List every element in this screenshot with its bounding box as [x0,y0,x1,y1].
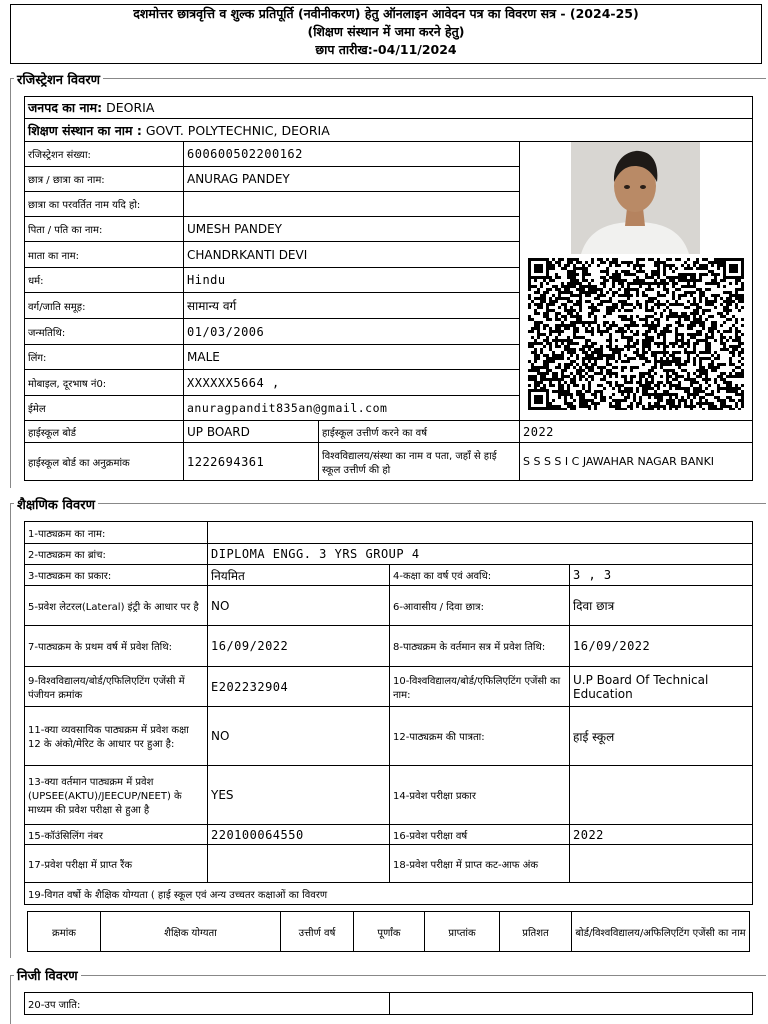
hs-school-label: विश्वविद्यालय/संस्था का नाम व पता, जहाँ से हाई स्कूल उत्तीर्ण की हो [319,443,520,481]
academic-value: NO [208,707,390,766]
reg-value: ANURAG PANDEY [184,167,520,192]
institute-value: GOVT. POLYTECHNIC, DEORIA [141,122,330,138]
hs-roll-label: हाईस्कूल बोर्ड का अनुक्रमांक [25,443,184,481]
academic-value: 2022 [570,825,753,845]
prev-header-board: बोर्ड/विश्वविद्यालय/अफिलिएटिंग एजेंसी का नाम [572,912,750,952]
hs-year-value: 2022 [520,421,753,443]
branch-value: DIPLOMA ENGG. 3 YRS GROUP 4 [208,544,753,565]
print-date: छाप तारीख:-04/11/2024 [315,42,457,57]
reg-value: 600600502200162 [184,142,520,167]
academic-value [208,845,390,883]
district-value: DEORIA [102,100,155,115]
academic-value: NO [208,586,390,626]
academic-label: 9-विश्वविद्यालय/बोर्ड/एफिलिएटिंग एजेंसी में पंजीयन क्रमांक [25,667,208,707]
academic-label: 18-प्रवेश परीक्षा में प्राप्त कट-आफ अंक [390,845,570,883]
academic-label: 10-विश्वविद्यालय/बोर्ड/एफिलिएटिंग एजेंसी का नाम: [390,667,570,707]
academic-value: U.P Board Of Technical Education [570,667,753,707]
institute-label: शिक्षण संस्थान का नाम : [28,122,142,138]
subcaste-value [390,993,753,1015]
academic-label: 6-आवासीय / दिवा छात्र: [390,586,570,626]
qr-code [528,258,744,410]
hs-board-label: हाईस्कूल बोर्ड [25,421,184,443]
reg-value: CHANDRKANTI DEVI [184,242,520,268]
academic-label: 8-पाठ्यक्रम के वर्तमान सत्र में प्रवेश तिथि: [390,626,570,667]
academic-label: 14-प्रवेश परीक्षा प्रकार [390,766,570,825]
hs-board-value: UP BOARD [184,421,319,443]
course-name-label: 1-पाठ्यक्रम का नाम: [25,522,208,544]
hs-school-value: S S S S I C JAWAHAR NAGAR BANKI [520,443,753,481]
prev-qualification-label: 19-विगत वर्षो के शैक्षिक योग्यता ( हाई स्कूल एवं अन्य उच्चतर कक्षाओं का विवरण [25,883,753,905]
reg-label: ईमेल [25,396,184,421]
reg-label: माता का नाम: [25,242,184,268]
course-name-value [208,522,753,544]
academic-label: 13-क्या वर्तमान पाठ्यक्रम में प्रवेश (UPSEE(AKTU)/JEECUP/NEET) के माध्यम की प्रवेश परीक्षा से हुआ है [25,766,208,825]
academic-value: 3 , 3 [570,565,753,586]
institute-row [25,119,753,142]
reg-value: anuragpandit835an@gmail.com [184,396,520,421]
registration-legend: रजिस्ट्रेशन विवरण [14,70,103,88]
academic-label: 11-क्या व्यवसायिक पाठ्यक्रम में प्रवेश कक्षा 12 के अंको/मेरिट के आधार पर हुआ है: [25,707,208,766]
district-row [25,97,753,119]
reg-label: छात्रा का परवर्तित नाम यदि हो: [25,192,184,217]
reg-label: छात्र / छात्रा का नाम: [25,167,184,192]
academic-value: E202232904 [208,667,390,707]
academic-value: 220100064550 [208,825,390,845]
reg-label: धर्म: [25,268,184,293]
reg-label: मोबाइल, दूरभाष नं0: [25,370,184,396]
reg-value: सामान्य वर्ग [184,293,520,319]
academic-value: 16/09/2022 [570,626,753,667]
reg-value [184,192,520,217]
branch-label: 2-पाठ्यक्रम का ब्रांच: [25,544,208,565]
academic-label: 7-पाठ्यक्रम के प्रथम वर्ष में प्रवेश तिथि: [25,626,208,667]
reg-label: पिता / पति का नाम: [25,217,184,242]
form-header [10,4,762,64]
personal-table [24,992,753,1015]
reg-value: Hindu [184,268,520,293]
prev-header-obtained: प्राप्तांक [425,912,500,952]
academic-label: 16-प्रवेश परीक्षा वर्ष [390,825,570,845]
academic-legend: शैक्षणिक विवरण [14,495,98,513]
prev-header-qualification: शैक्षिक योग्यता [101,912,281,952]
academic-label: 15-कॉउंसिलिंग नंबर [25,825,208,845]
academic-label: 4-कक्षा का वर्ष एवं अवधि: [390,565,570,586]
academic-value: दिवा छात्र [570,586,753,626]
district-label: जनपद का नाम: [28,100,103,115]
form-subtitle: (शिक्षण संस्थान में जमा करने हेतु) [307,24,465,39]
academic-label: 3-पाठ्यक्रम का प्रकार: [25,565,208,586]
reg-label: लिंग: [25,345,184,370]
academic-label: 12-पाठ्यक्रम की पात्रता: [390,707,570,766]
academic-label: 5-प्रवेश लेटरल(Lateral) इंट्री के आधार पर है [25,586,208,626]
academic-value: 16/09/2022 [208,626,390,667]
prev-header-year: उत्तीर्ण वर्ष [281,912,354,952]
student-photo [571,142,700,254]
prev-header-max-marks: पूर्णांक [354,912,425,952]
reg-value: XXXXXX5664 , [184,370,520,396]
personal-legend: निजी विवरण [14,966,81,984]
prev-header-percent: प्रतिशत [500,912,572,952]
form-title: दशमोत्तर छात्रवृत्ति व शुल्क प्रतिपूर्ति (नवीनीकरण) हेतु ऑनलाइन आवेदन पत्र का विवरण सत्र - (2024-25) [133,6,639,21]
academic-value [570,766,753,825]
reg-value: MALE [184,345,520,370]
academic-value: नियमित [208,565,390,586]
reg-label: जन्मतिथि: [25,319,184,345]
prev-header-serial: क्रमांक [28,912,101,952]
reg-label: वर्ग/जाति समूह: [25,293,184,319]
reg-label: रजिस्ट्रेशन संख्या: [25,142,184,167]
prev-qualification-table [27,911,750,952]
academic-value [570,845,753,883]
reg-value: UMESH PANDEY [184,217,520,242]
hs-roll-value: 1222694361 [184,443,319,481]
academic-label: 17-प्रवेश परीक्षा में प्राप्त रैंक [25,845,208,883]
hs-year-label: हाईस्कूल उत्तीर्ण करने का वर्ष [319,421,520,443]
reg-value: 01/03/2006 [184,319,520,345]
academic-value: हाई स्कूल [570,707,753,766]
academic-table [24,521,753,905]
subcaste-label: 20-उप जाति: [25,993,390,1015]
academic-value: YES [208,766,390,825]
